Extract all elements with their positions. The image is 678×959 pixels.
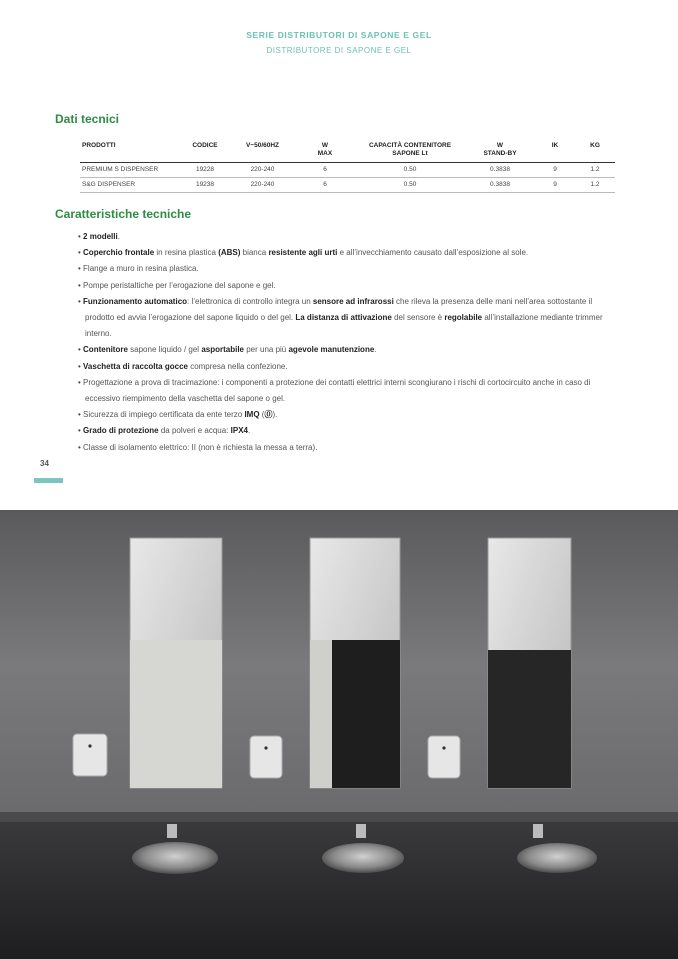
table-header-cell: W MAX: [295, 140, 355, 162]
dati-tecnici-title: Dati tecnici: [55, 112, 120, 126]
list-item: • Progettazione a prova di tracimazione: i componenti a protezione dei contatti elettrici interni scongiurano i rischi di cortocircuito anche in caso di eccessivo riempimento della vaschetta del sapone o gel.: [78, 375, 623, 407]
mirror-center: [310, 538, 400, 788]
features-list: [78, 229, 623, 456]
table-header-cell: PRODOTTI: [80, 140, 180, 162]
table-cell: 19228: [180, 162, 230, 177]
list-item: • Pompe peristaltiche per l’erogazione del sapone e gel.: [78, 278, 623, 294]
list-item: • Grado di protezione da polveri e acqua: IPX4.: [78, 423, 623, 439]
mirror-right: [488, 538, 571, 788]
table-cell: 220-240: [230, 177, 295, 192]
caratteristiche-title: Caratteristiche tecniche: [55, 207, 192, 221]
list-item: • Funzionamento automatico: l’elettronica di controllo integra un sensore ad infrarossi che rileva la presenza delle mani nell’area sottostante il prodotto ed avvia l’erogazione del sapone liquido o del gel. La distanza di attivazione del sensore è regolabile all’installazione mediante trimmer interno.: [78, 294, 623, 343]
list-item: • Coperchio frontale in resina plastica (ABS) bianca resistente agli urti e all’invecchiamento causato dall’esposizione al sole.: [78, 245, 623, 261]
list-item: • Flange a muro in resina plastica.: [78, 261, 623, 277]
table-header-cell: V~50/60HZ: [230, 140, 295, 162]
mirror-left: [130, 538, 222, 788]
table-row: [80, 162, 615, 177]
table-cell: PREMIUM S DISPENSER: [80, 162, 180, 177]
table-row: [80, 177, 615, 192]
table-cell: 0.3838: [465, 162, 535, 177]
table-header-cell: CAPACITÀ CONTENITORE SAPONE Lt: [355, 140, 465, 162]
spec-table: [80, 140, 615, 193]
table-header-cell: W STAND-BY: [465, 140, 535, 162]
washroom-illustration: [0, 510, 678, 959]
table-body: [80, 162, 615, 192]
table-cell: 9: [535, 162, 575, 177]
list-item: • Sicurezza di impiego certificata da ente terzo IMQ (⓪).: [78, 407, 623, 423]
table-cell: S&G DISPENSER: [80, 177, 180, 192]
page-number: 34: [40, 459, 49, 468]
table-header-cell: IK: [535, 140, 575, 162]
page-accent-bar: [34, 478, 63, 483]
washroom-photo: [0, 510, 678, 959]
list-item: • Contenitore sapone liquido / gel asportabile per una più agevole manutenzione.: [78, 342, 623, 358]
table-cell: 19238: [180, 177, 230, 192]
table-cell: 6: [295, 177, 355, 192]
list-item: • Classe di isolamento elettrico: II (non è richiesta la messa a terra).: [78, 440, 623, 456]
table-header-cell: KG: [575, 140, 615, 162]
list-item: • Vaschetta di raccolta gocce compresa nella confezione.: [78, 359, 623, 375]
table-cell: 6: [295, 162, 355, 177]
table-cell: 0.50: [355, 177, 465, 192]
table-header-cell: CODICE: [180, 140, 230, 162]
table-cell: 9: [535, 177, 575, 192]
table-cell: 220-240: [230, 162, 295, 177]
series-title: SERIE DISTRIBUTORI DI SAPONE E GEL: [246, 30, 432, 40]
table-cell: 1.2: [575, 177, 615, 192]
list-item: • 2 modelli.: [78, 229, 623, 245]
table-cell: 1.2: [575, 162, 615, 177]
page-header: [0, 30, 678, 55]
series-subtitle: DISTRIBUTORE DI SAPONE E GEL: [266, 46, 412, 55]
table-cell: 0.3838: [465, 177, 535, 192]
table-header-row: [80, 140, 615, 162]
table-cell: 0.50: [355, 162, 465, 177]
